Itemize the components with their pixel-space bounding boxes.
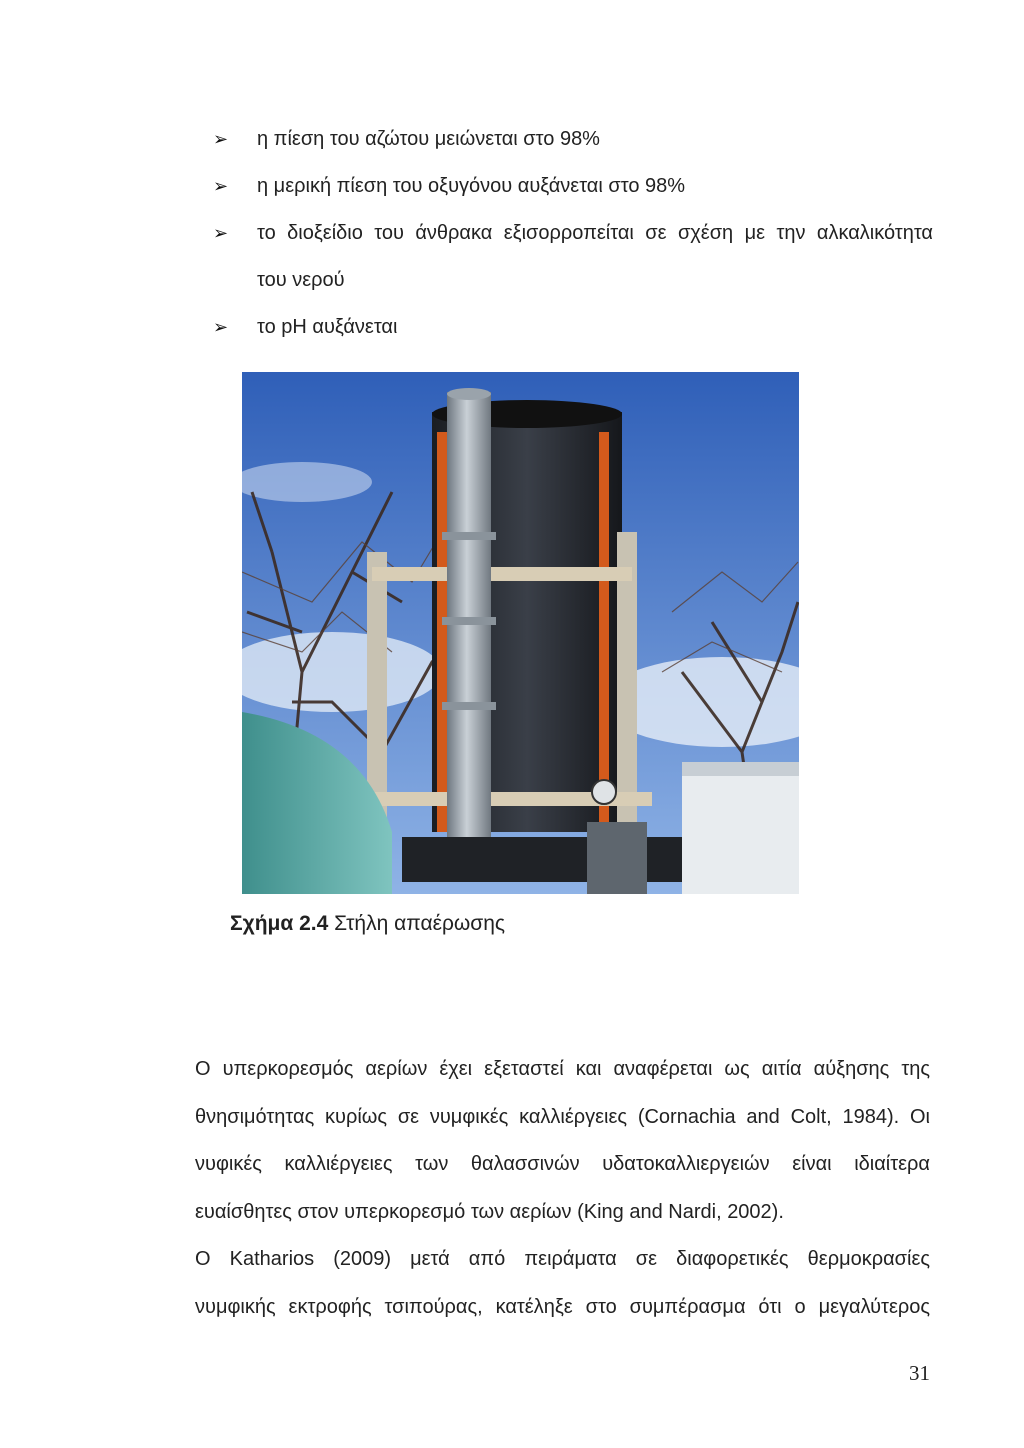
paragraph-line: νυμφικής εκτροφής τσιπούρας, κατέληξε στο συμπέρασμα ότι ο μεγαλύτερος: [195, 1295, 930, 1318]
arrow-bullet-icon: ➢: [213, 317, 229, 337]
paragraph-line: ευαίσθητες στον υπερκορεσμό των αερίων (King and Nardi, 2002).: [195, 1200, 784, 1223]
bullet-item: [213, 163, 933, 210]
photo-illustration: [242, 372, 799, 894]
body-paragraph: [195, 1236, 930, 1331]
figure-label: Σχήμα 2.4: [230, 912, 329, 935]
figure-caption: [230, 912, 505, 936]
bullet-text: η πίεση του αζώτου μειώνεται στο 98%: [257, 128, 600, 150]
bullet-text: η μερική πίεση του οξυγόνου αυξάνεται στο 98%: [257, 175, 686, 197]
bullet-text: το pH αυξάνεται: [257, 316, 398, 338]
bullet-text-continuation: του νερού: [257, 269, 345, 291]
paragraph-line: Ο υπερκορεσμός αερίων έχει εξεταστεί και αναφέρεται ως αιτία αύξησης της: [195, 1058, 930, 1080]
body-paragraph: [195, 1046, 930, 1236]
page-number: 31: [909, 1361, 930, 1385]
arrow-bullet-icon: ➢: [213, 176, 229, 196]
paragraph-line: Ο Katharios (2009) μετά από πειράματα σε διαφορετικές θερμοκρασίες: [195, 1248, 930, 1270]
paragraph-line: νυφικές καλλιέργειες των θαλασσινών υδατοκαλλιεργειών είναι ιδιαίτερα: [195, 1153, 930, 1175]
arrow-bullet-icon: ➢: [213, 129, 229, 149]
figure-caption-text: Στήλη απαέρωσης: [328, 912, 506, 935]
bullet-list: [213, 116, 933, 351]
bullet-item: [213, 116, 933, 163]
arrow-bullet-icon: ➢: [213, 223, 229, 243]
degassing-column-photo: [242, 372, 799, 894]
bullet-item: [213, 210, 933, 304]
bullet-item: [213, 304, 933, 351]
paragraph-line: θνησιμότητας κυρίως σε νυμφικές καλλιέργειες (Cornachia and Colt, 1984). Οι: [195, 1105, 930, 1128]
bullet-text: το διοξείδιο του άνθρακα εξισορροπείται σε σχέση με την αλκαλικότητα: [257, 222, 933, 244]
